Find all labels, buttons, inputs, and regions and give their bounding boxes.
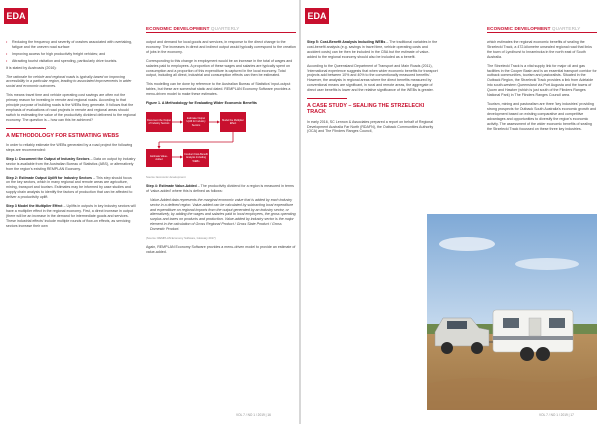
step-paragraph: [146, 184, 296, 194]
section-heading: A CASE STUDY – SEALING THE STRZELECKI TRACK: [307, 103, 425, 116]
step-text: – Uplifts in outputs in key industry sectors will have a multiplier effect in the regional economy. First, a direct increase in output (there will be an increase in the demand for intermediate goods and services. These industrial effects' include multiple rounds of flow-on effects, as servicing sectors increase their own: [6, 204, 136, 228]
page-header-title: [146, 26, 239, 31]
vehicle-wheel: [471, 342, 483, 354]
methodology-flow-diagram: [146, 110, 296, 172]
caravan-window: [549, 318, 565, 328]
caravan-wheel: [520, 347, 534, 361]
list-item: • Attracting tourist visitation and spending, particularly drive tourists.: [6, 59, 136, 64]
step-paragraph: [6, 157, 136, 172]
page-folio: VOL 7 / NO 1 / 2019 | 17: [539, 413, 574, 417]
figure-title: Figure 1. A Methodology for Evaluating Wider Economic Benefits: [146, 101, 257, 106]
step-paragraph: [307, 40, 439, 60]
paragraph: According to the Queensland Department of Transport and Main Roads (2011), 'international experience suggests that when wider economic benefits for transport projects add between 10% and 40% to the conventionally measured benefits'. However, the analysis in regional areas where the direct benefits measured by conventional means are significant, in rural and remote areas, the aggregate of direct user benefits is lower and the relative significance of the WEBs is greater.: [307, 63, 438, 93]
paragraph: output and demand for local goods and services, in response to the direct change to the economy. The increases in direct and indirect output would typically correspond to the creation of jobs in the economy.: [146, 40, 296, 54]
section-rule: [307, 98, 347, 99]
header-title-sub: QUARTERLY: [551, 26, 581, 31]
flow-box-step1: Document the Output of Industry Sectors: [146, 112, 172, 132]
header-rule: [487, 32, 597, 33]
eda-logo: EDA: [4, 8, 28, 24]
outback-caravan-photo: [427, 214, 597, 410]
caravan-stripe: [493, 336, 573, 340]
step-paragraph: [6, 204, 136, 229]
column-3: [307, 40, 439, 138]
caravan-door: [529, 318, 541, 336]
step-title: Step 4: Estimate Value-Added: [146, 183, 197, 188]
figure-caption: Source: Economic development: [146, 174, 186, 179]
step-text: – The traditional variables in the cost-benefit analysis (e.g. savings in travel time, vehicle operating costs and accident costs) can be then be included in the CBA but the estimate of value-added to the regional economy should also be included as a benefit.: [307, 40, 438, 59]
definition-quote: Value-Added data represents the marginal economic value that is added by each industry sector in a defined region. Value-added can be calculated by subtracting local expenditure and expenditure on regional imports from the output generated by an industry sector, or alternatively, by adding the wages and salaries paid to local employees, the gross operating surplus and taxes on products and production. Value-added by industry sector is the major element in the calculation of Gross Regional Product / Gross State Product / Gross Domestic Product.: [150, 197, 296, 232]
step-title: Step 3 Model the Multiplier Effect: [6, 204, 63, 209]
right-page: [301, 0, 600, 424]
header-title-sub: QUARTERLY: [210, 26, 240, 31]
paragraph: which estimates the regional economic benefits of sealing the Strzelecki Track, a 472-kilometre unsealed regional road that links the town of Lyndhurst to Innamincka in the north east of South Australia.: [487, 40, 592, 59]
paragraph: Again, REMPLAN Economy Software provides a menu-driven model to provide an estimate of value-added.: [146, 244, 296, 254]
vehicle-wheel: [441, 342, 453, 354]
flow-box-step2: Estimate Output Uplift for Industry Sectors: [183, 112, 209, 132]
page-header-title: [487, 26, 580, 31]
quotation: The rationale for vehicle and regional roads is typically based on improving accessibility in a particular region, leading to associated improvements in wider social and economic outcomes.: [6, 74, 132, 89]
bullet-list: [6, 40, 136, 64]
caravan-window: [503, 318, 519, 328]
step-title: Step 2: Estimate Output Uplift for Industry Sectors: [6, 175, 93, 180]
cloud: [515, 258, 579, 270]
list-item: • Improving access for high productivity freight vehicles; and: [6, 52, 136, 57]
flow-box-step5: Conduct Cost-Benefit Analysis Including WEBs: [183, 149, 209, 167]
step-text: – The productivity dividend for a region is measured in terms of 'value-added' where this is defined as follows:: [146, 183, 294, 193]
header-title-main: ECONOMIC DEVELOPMENT: [146, 26, 210, 31]
step-text: – This step should focus on the key sectors, which in many regional and remote areas are agriculture, mining, transport and tourism. Estimates may be informed by case studies and supply chain analysis to identify the factors of production that can be affected to deliver a productivity uplift.: [6, 175, 133, 200]
list-item: • Reducing the frequency and severity of crashes associated with overtaking, fatigue and the uneven road surface: [6, 40, 136, 50]
track-surface: [427, 376, 597, 410]
paragraph: This means travel time and vehicle operating cost savings are often not the primary reason for investing in remote and regional roads. According to that principle purpose of building roads is the WEBs they generate. It follows that the emphasis of evaluations of road projects in remote and regional areas should switch to estimating the value of the productivity dividend delivered to the regional economy. The question is – how can this be achieved?: [6, 93, 136, 122]
caravan-wheel: [536, 347, 550, 361]
paragraph: The Strzelecki Track is a vital supply link for major oil and gas facilities in the Cooper Basin and is an essential transport corridor for outback communities, tourism and pastoralists. Situated in the Outback Region, the Strzelecki Track provides a link from Adelaide into south-western Queensland via Port Augusta and the towns of Quorn and Hawker (which is just south of the Flinders Ranges National Park) in The Flinders Ranges Council area.: [487, 63, 597, 98]
paragraph: It is stated by Austroads (2016):: [6, 65, 57, 70]
column-4: [487, 40, 597, 135]
eda-logo: EDA: [305, 8, 329, 24]
section-rule: [6, 128, 46, 129]
flow-box-step4: Estimate Value-Added: [146, 149, 172, 167]
column-1: [6, 40, 136, 233]
paragraph: This modelling can be done by reference to the Australian Bureau of Statistics' input-output tables, but these are somewhat static and dated. REMPLAN Economy Software provides a menu-driven model to make these estimates.: [146, 82, 291, 97]
left-page: [0, 0, 299, 424]
step-title: Step 5: Cost-Benefit Analysis Including WEBs: [307, 40, 386, 44]
step-text: – Data on output by industry sector is available from the Australian Bureau of Statistics (ABS), or alternatively from the region's existing REMPLAN Economy.: [6, 156, 136, 171]
paragraph: Tourism, mining and pastoralism are three 'key industries' providing strong prospects for Outback South Australia's economic growth and development based on existing comparative and competitive advantages and opportunities to diversify the region's economic activity. The assessment of the wider economic benefits of sealing the Strzelecki Track focussed on these three key industries.: [487, 101, 596, 131]
page-folio: VOL 7 / NO 1 / 2019 | 16: [236, 413, 271, 417]
quote-source: (Source: REMPLAN Economy Software, Glossary 2017): [146, 236, 216, 241]
step-paragraph: [6, 176, 136, 201]
cloud: [439, 237, 495, 251]
column-2: [146, 40, 296, 259]
paragraph: Corresponding to this change in employment would be an increase in the total of wages and salaries paid to employees. A proportion of these wages and salaries are typically spent on consumption and a proportion of this expenditure is captured in the local economy. Total output, including all direct, industrial and consumption effects can then be estimated.: [146, 58, 293, 78]
header-rule: [146, 32, 296, 33]
paragraph: In order to reliably estimate the WEBs generated by a road project the following steps are recommended:: [6, 142, 133, 152]
section-heading: A METHODOLOGY FOR ESTIMATING WEBS: [6, 132, 119, 139]
photo-illustration: [427, 214, 597, 410]
flow-box-step3: Model the Multiplier Effect: [220, 112, 246, 132]
vehicle-window: [447, 321, 467, 329]
header-title-main: ECONOMIC DEVELOPMENT: [487, 26, 551, 31]
paragraph: In early 2016, SC Lennon & Associates prepared a report on behalf of Regional Development Australia Far North (RDAFN), the Outback Communities Authority (OCA) and The Flinders Ranges Council,: [307, 119, 434, 134]
step-title: Step 1: Document the Output of Industry Sectors: [6, 156, 90, 161]
